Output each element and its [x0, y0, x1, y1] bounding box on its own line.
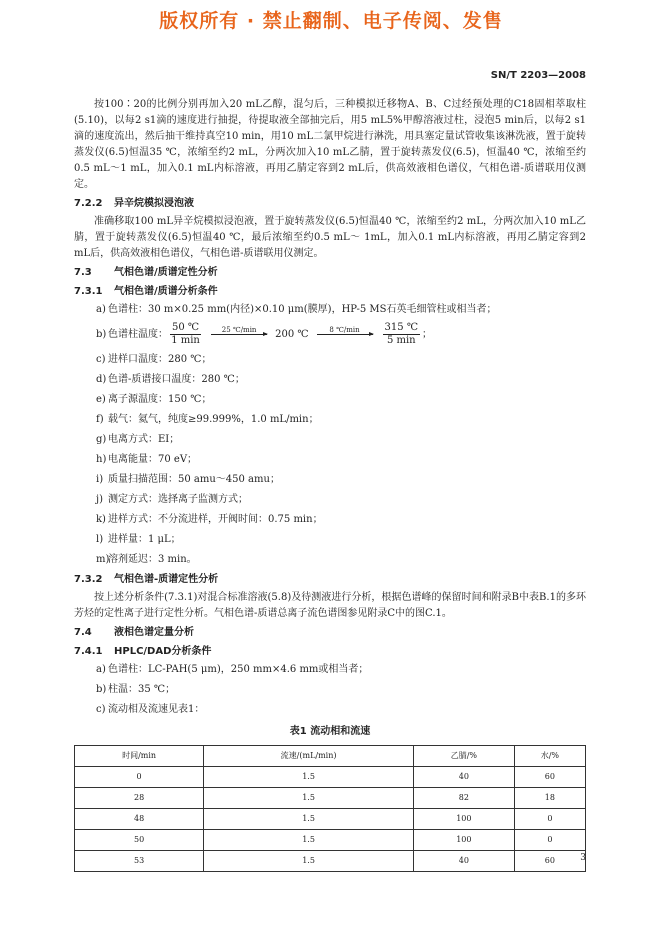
temperature-program-item: [74, 322, 586, 347]
list-text: 色谱柱：LC-PAH(5 μm)，250 mm×4.6 mm或相当者；: [108, 664, 369, 675]
list-item: [74, 392, 586, 408]
list-item: [74, 372, 586, 388]
list-label: f): [96, 414, 104, 425]
table-cell: 18: [514, 788, 585, 809]
final-temp: 315 ℃: [384, 322, 418, 333]
table-cell: 60: [514, 851, 585, 872]
table-cell: 48: [75, 809, 204, 830]
list-text: 进样口温度：280 ℃；: [108, 354, 212, 365]
section-number: 7.3.1: [74, 286, 103, 297]
section-number: 7.3: [74, 267, 92, 278]
list-label: j): [96, 494, 104, 505]
table-cell: 40: [413, 851, 514, 872]
list-text: 色谱-质谱接口温度：280 ℃；: [108, 374, 245, 385]
list-item: [74, 412, 586, 428]
list-item: [74, 682, 586, 698]
column-header: 时间/min: [75, 746, 204, 767]
table-body: [75, 767, 586, 872]
final-temp-fraction: [383, 322, 420, 347]
section-number: 7.4: [74, 627, 92, 638]
list-label: h): [96, 454, 107, 465]
list-text: 离子源温度：150 ℃；: [108, 394, 212, 405]
section-title: 异辛烷模拟浸泡液: [114, 198, 194, 209]
section-7-2-2-heading: [74, 196, 586, 212]
section-7-3-1-heading: [74, 284, 586, 300]
table-cell: 1.5: [204, 809, 414, 830]
table-cell: 1.5: [204, 851, 414, 872]
list-label: a): [96, 664, 106, 675]
section-7-2-2-text: 准确移取100 mL异辛烷模拟浸泡液，置于旋转蒸发仪(6.5)恒温40 ℃，浓缩至约2 mL，分两次加入10 mL乙腈，置于旋转蒸发仪(6.5)恒温40 ℃，最后浓缩至约0.5 mL～ 1mL，加入0.1 mL内标溶液，再用乙腈定容到2 mL后，供高效液相色谱仪，气相色谱-质谱联用仪测定。: [74, 216, 586, 259]
list-item: [74, 702, 586, 718]
list-item: [74, 552, 586, 568]
section-7-3-2-text: 按上述分析条件(7.3.1)对混合标准溶液(5.8)及待测液进行分析，根据色谱峰的保留时间和附录B中表B.1的多环芳烃的定性离子进行定性分析。气相色谱-质谱总离子流色谱图参见附录C中的图C.1。: [74, 592, 586, 619]
temp-program-prefix: 色谱柱温度：: [108, 329, 168, 340]
table-cell: 0: [75, 767, 204, 788]
section-title: 气相色谱/质谱分析条件: [114, 286, 218, 297]
list-item: [74, 662, 586, 678]
initial-temp: 50 ℃: [172, 322, 200, 333]
gc-conditions-list: [74, 352, 586, 568]
initial-hold: 1 min: [171, 335, 200, 346]
list-text: 载气：氦气，纯度≥99.999%，1.0 mL/min；: [108, 414, 319, 425]
list-label: a): [96, 304, 106, 315]
table-cell: 53: [75, 851, 204, 872]
list-item: [74, 302, 586, 318]
list-label: e): [96, 394, 106, 405]
list-item: [74, 512, 586, 528]
table-caption: 表1 流动相和流速: [289, 726, 371, 737]
ramp-arrow-1: [211, 326, 267, 343]
list-text: 流动相及流速见表1：: [108, 704, 205, 715]
list-text: 进样量：1 μL；: [108, 534, 181, 545]
list-text: 电离能量：70 eV；: [108, 454, 198, 465]
list-item: [74, 472, 586, 488]
list-text: 质量扫描范围：50 amu～450 amu；: [108, 474, 280, 485]
mid-temp: 200 ℃: [275, 329, 309, 340]
list-text: 柱温：35 ℃；: [108, 684, 176, 695]
table-cell: 0: [514, 830, 585, 851]
list-item: [74, 352, 586, 368]
section-7-4-heading: [74, 625, 586, 641]
section-7-4-1-heading: [74, 644, 586, 660]
table-cell: 100: [413, 830, 514, 851]
list-label: g): [96, 434, 107, 445]
temp-program-suffix: ；: [422, 329, 432, 340]
hplc-conditions-list: [74, 662, 586, 718]
page-number: 3: [580, 853, 586, 863]
table-cell: 1.5: [204, 767, 414, 788]
list-label: d): [96, 374, 107, 385]
list-item: [74, 452, 586, 468]
table-cell: 60: [514, 767, 585, 788]
list-label: b): [96, 329, 107, 340]
section-title: 气相色谱-质谱定性分析: [114, 574, 219, 585]
final-hold: 5 min: [386, 335, 416, 346]
list-text: 电离方式：EI；: [108, 434, 180, 445]
list-label: i): [96, 474, 104, 485]
initial-temp-fraction: [170, 322, 201, 347]
list-item: [74, 432, 586, 448]
table-cell: 1.5: [204, 830, 414, 851]
section-title: 液相色谱定量分析: [114, 627, 194, 638]
intro-paragraph: 按100∶20的比例分别再加入20 mL乙醇，混匀后，三种模拟迁移物A、B、C过经预处理的C18固相萃取柱(5.10)，以每2 s1滴的速度进行抽提，待提取液全部抽完后，用5 mL5%甲醇溶液过柱，浸泡5 min后，以每2 s1滴的速度流出，然后抽干维持真空10 min，用10 mL二氯甲烷进行淋洗，用具塞定量试管收集该淋洗液，置于旋转蒸发仪(6.5)恒温35 ℃，浓缩至约2 mL，分两次加入10 mL乙腈，置于旋转蒸发仪(6.5)，恒温40 ℃，浓缩至约0.5 mL～1 mL，加入0.1 mL内标溶液，再用乙腈定容到2 mL后，供高效液相色谱仪，气相色谱-质谱联用仪测定。: [74, 99, 586, 190]
table-cell: 0: [514, 809, 585, 830]
list-label: k): [96, 514, 106, 525]
section-title: HPLC/DAD分析条件: [114, 646, 212, 657]
table-row: [75, 809, 586, 830]
table-row: [75, 830, 586, 851]
section-number: 7.3.2: [74, 574, 103, 585]
section-7-3-2-heading: [74, 572, 586, 588]
table-cell: 1.5: [204, 788, 414, 809]
ramp-rate-1: 25 ℃/min: [221, 326, 257, 334]
watermark-banner: 版权所有 · 禁止翻制、电子传阅、发售: [159, 10, 503, 32]
section-number: 7.4.1: [74, 646, 103, 657]
table-cell: 100: [413, 809, 514, 830]
arrow-line: [211, 334, 267, 335]
list-label: l): [96, 534, 104, 545]
list-text: 色谱柱：30 m×0.25 mm(内径)×0.10 μm(膜厚)，HP-5 MS石英毛细管柱或相当者；: [108, 304, 497, 315]
section-7-3-heading: [74, 265, 586, 281]
column-header: 水/%: [514, 746, 585, 767]
list-label: c): [96, 354, 106, 365]
list-label: b): [96, 684, 107, 695]
list-text: 测定方式：选择离子监测方式；: [108, 494, 248, 505]
table-cell: 50: [75, 830, 204, 851]
column-header: 乙腈/%: [413, 746, 514, 767]
list-label: c): [96, 704, 106, 715]
table-cell: 28: [75, 788, 204, 809]
page-content: [74, 97, 586, 872]
column-header: 流速/(mL/min): [204, 746, 414, 767]
section-number: 7.2.2: [74, 198, 103, 209]
list-item: [74, 532, 586, 548]
table-row: [75, 788, 586, 809]
table-cell: 40: [413, 767, 514, 788]
table-row: [75, 851, 586, 872]
arrow-line: [317, 334, 373, 335]
list-text: 进样方式：不分流进样，开阀时间：0.75 min；: [108, 514, 323, 525]
table-row: [75, 767, 586, 788]
table-cell: 82: [413, 788, 514, 809]
list-item: [74, 492, 586, 508]
section-title: 气相色谱/质谱定性分析: [114, 267, 218, 278]
ramp-rate-2: 8 ℃/min: [329, 326, 360, 334]
standard-number: SN/T 2203—2008: [490, 70, 586, 81]
ramp-arrow-2: [317, 326, 373, 343]
table-header-row: [75, 746, 586, 767]
list-text: 溶剂延迟：3 min。: [108, 554, 197, 565]
mobile-phase-table: [74, 745, 586, 872]
list-label: m): [96, 554, 110, 565]
